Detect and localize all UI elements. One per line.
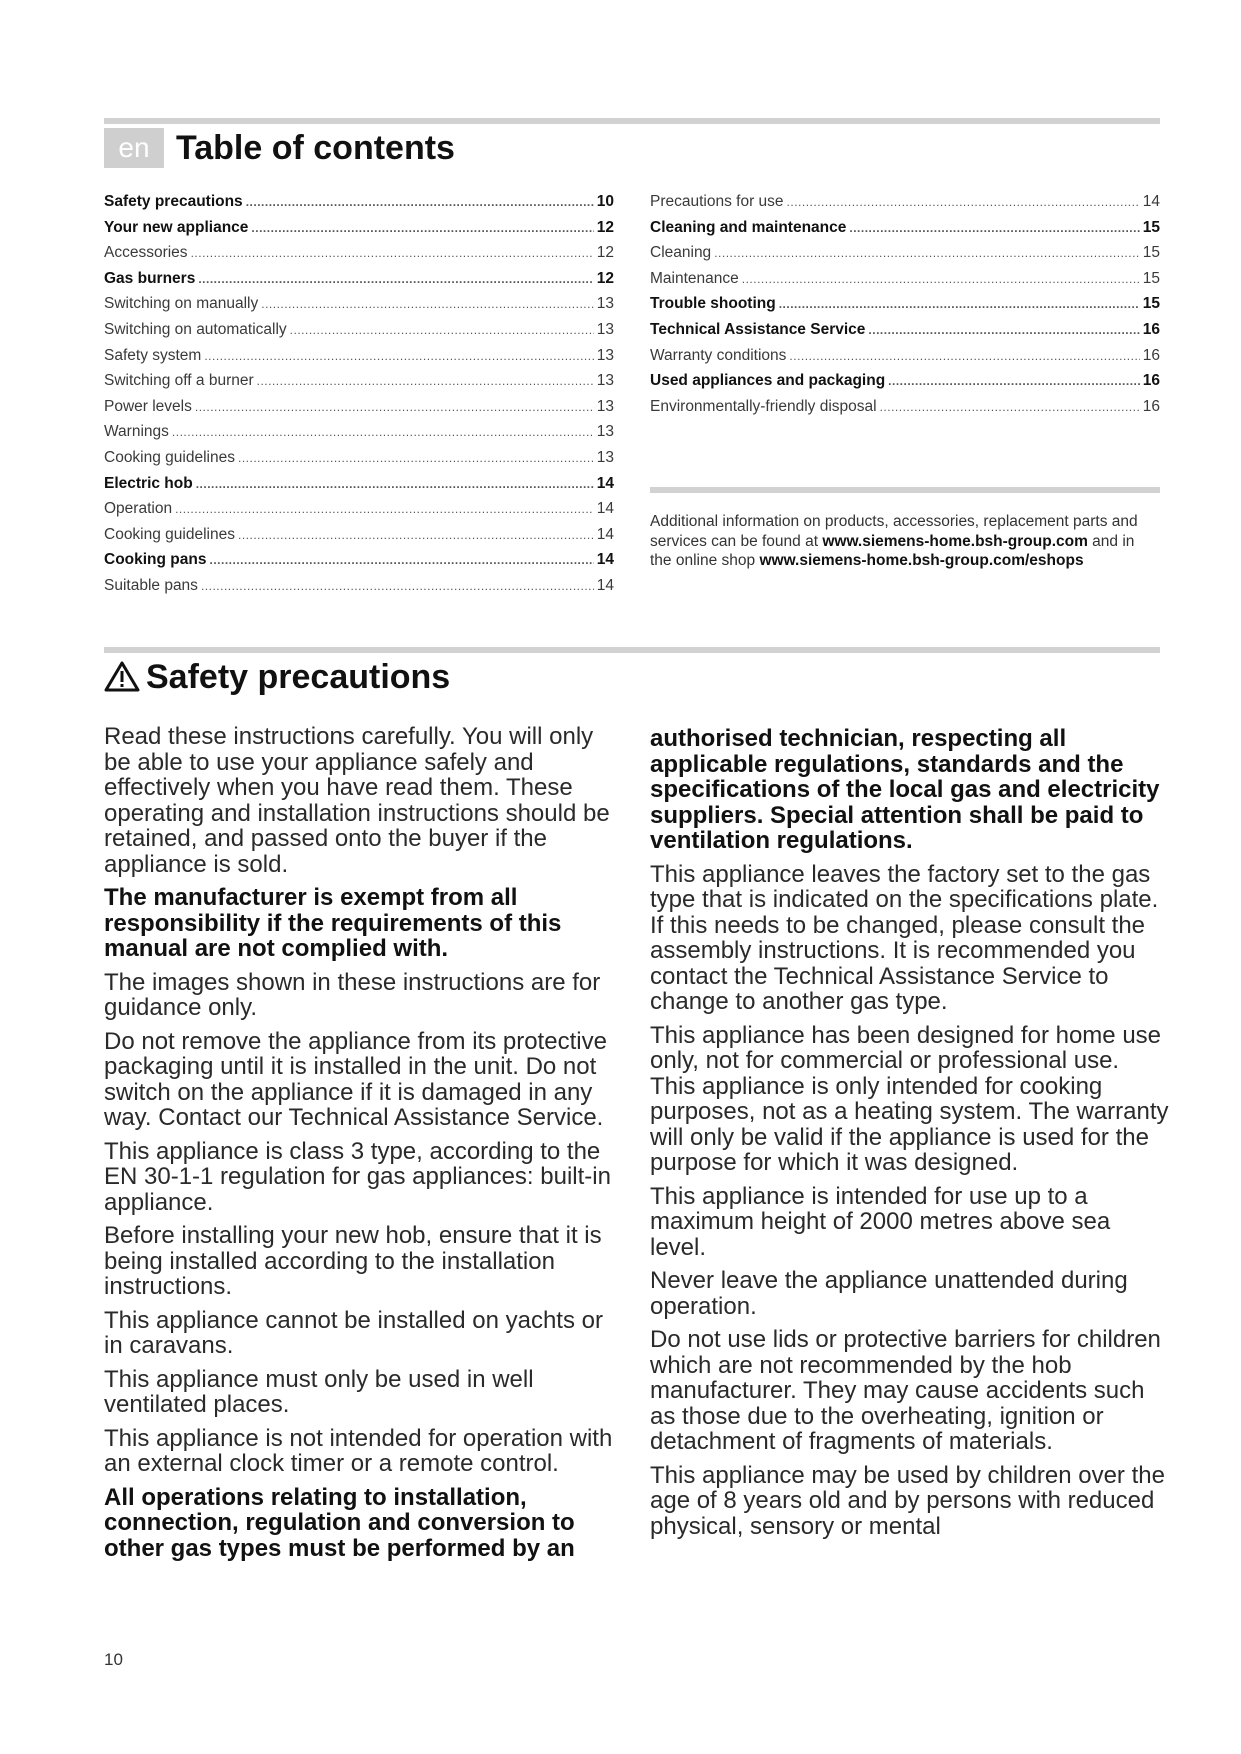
toc-entry-page: 16	[1142, 397, 1160, 415]
safety-paragraph: Read these instructions carefully. You will only be able to use your appliance safely and effectively when you have read them. These operating and installation instructions should be retained, and passed onto the buyer if the appliance is sold.	[104, 723, 610, 878]
toc-entry[interactable]	[104, 372, 614, 398]
toc-entry[interactable]	[650, 219, 1160, 245]
toc-entry[interactable]	[104, 551, 614, 577]
safety-heading	[104, 658, 450, 697]
toc-dot-leader	[868, 323, 1139, 337]
toc-entry-title: Safety system	[104, 346, 202, 364]
toc-entry-title: Electric hob	[104, 474, 193, 492]
toc-entry-page: 14	[596, 500, 614, 518]
toc-dot-leader	[238, 528, 594, 542]
safety-paragraph-bold: authorised technician, respecting all applicable regulations, standards and the specifications of the local gas and electricity suppliers. Special attention shall be paid to ventilation regulations.	[650, 725, 1160, 854]
toc-entry-page: 12	[596, 269, 614, 287]
toc-entry-page: 13	[596, 448, 614, 466]
toc-top-rule	[104, 118, 1160, 124]
toc-entry-title: Operation	[104, 500, 173, 518]
toc-entry[interactable]	[650, 347, 1160, 373]
safety-paragraph: Never leave the appliance unattended during operation.	[650, 1267, 1128, 1320]
toc-entry-title: Accessories	[104, 244, 188, 262]
safety-paragraph: Before installing your new hob, ensure that it is being installed according to the installation instructions.	[104, 1222, 602, 1300]
safety-paragraph: This appliance may be used by children over the age of 8 years old and by persons with reduced physical, sensory or mental	[650, 1461, 1165, 1540]
info-rule	[650, 487, 1160, 493]
safety-paragraph: This appliance is not intended for operation with an external clock timer or a remote control.	[104, 1424, 613, 1477]
toc-entry[interactable]	[104, 295, 614, 321]
toc-entry-title: Switching on automatically	[104, 320, 287, 338]
toc-dot-leader	[209, 553, 593, 567]
toc-dot-leader	[195, 400, 594, 414]
toc-entry-page: 13	[596, 397, 614, 415]
toc-entry[interactable]	[104, 526, 614, 552]
toc-dot-leader	[198, 272, 593, 286]
toc-entry[interactable]	[104, 500, 614, 526]
warning-triangle-icon	[104, 660, 140, 692]
toc-dot-leader	[175, 502, 594, 516]
safety-paragraph: This appliance has been designed for home use only, not for commercial or professional use. This appliance is only intended for cooking purposes, not as a heating system. The warranty will only be valid if the appliance is used for the purpose for which it was designed.	[650, 1021, 1169, 1176]
website-link[interactable]: www.siemens-home.bsh-group.com	[822, 532, 1088, 550]
toc-entry-page: 16	[1142, 346, 1160, 364]
toc-dot-leader	[257, 374, 594, 388]
toc-entry-page: 14	[596, 551, 614, 569]
toc-entry[interactable]	[104, 475, 614, 501]
toc-entry[interactable]	[104, 270, 614, 296]
toc-dot-leader	[888, 374, 1140, 388]
toc-entry[interactable]	[650, 372, 1160, 398]
toc-entry[interactable]	[650, 244, 1160, 270]
toc-dot-leader	[742, 272, 1140, 286]
toc-entry-title: Maintenance	[650, 269, 739, 287]
toc-dot-leader	[290, 323, 594, 337]
language-badge: en	[104, 128, 164, 168]
safety-title: Safety precautions	[146, 658, 451, 696]
info-text-2: and in the online shop	[650, 532, 1135, 569]
toc-entry[interactable]	[104, 449, 614, 475]
toc-entry-page: 15	[1142, 269, 1160, 287]
page-number: 10	[104, 1650, 123, 1669]
toc-entry[interactable]	[104, 193, 614, 219]
toc-dot-leader	[787, 195, 1140, 209]
toc-dot-leader	[714, 246, 1140, 260]
toc-entry[interactable]	[104, 577, 614, 603]
info-text-1: Additional information on products, accessories, replacement parts and services can be found at	[650, 513, 1138, 550]
toc-dot-leader	[261, 297, 594, 311]
safety-paragraph: This appliance is class 3 type, according to the EN 30-1-1 regulation for gas appliances: built-in appliance.	[104, 1137, 611, 1216]
toc-entry-title: Power levels	[104, 397, 192, 415]
toc-entry-page: 14	[596, 576, 614, 594]
toc-entry-page: 13	[596, 423, 614, 441]
toc-dot-leader	[191, 246, 594, 260]
toc-entry[interactable]	[104, 321, 614, 347]
toc-dot-leader	[172, 425, 594, 439]
safety-paragraph: The images shown in these instructions are for guidance only.	[104, 968, 601, 1021]
toc-dot-leader	[779, 297, 1140, 311]
safety-paragraph: This appliance is intended for use up to a maximum height of 2000 metres above sea level.	[650, 1182, 1111, 1261]
toc-entry-page: 12	[596, 218, 614, 236]
toc-entry-page: 16	[1142, 320, 1160, 338]
eshop-link[interactable]: www.siemens-home.bsh-group.com/eshops	[759, 552, 1084, 569]
toc-dot-leader	[201, 579, 594, 593]
toc-entry-title: Warnings	[104, 423, 169, 441]
toc-entry-page: 14	[596, 525, 614, 543]
toc-entry-page: 13	[596, 295, 614, 313]
toc-entry[interactable]	[650, 193, 1160, 219]
toc-entry-title: Cooking guidelines	[104, 525, 235, 543]
toc-entry-page: 14	[1142, 193, 1160, 210]
toc-entry-title: Precautions for use	[650, 193, 784, 210]
toc-entry-title: Technical Assistance Service	[650, 320, 866, 338]
toc-dot-leader	[880, 400, 1140, 414]
toc-entry-title: Switching off a burner	[104, 372, 254, 390]
toc-entry[interactable]	[650, 398, 1160, 424]
info-box	[650, 512, 1160, 571]
toc-dot-leader	[849, 221, 1139, 235]
toc-dot-leader	[251, 221, 593, 235]
toc-entry-page: 10	[596, 193, 614, 210]
toc-entry-title: Warranty conditions	[650, 346, 787, 364]
safety-right-column	[650, 726, 1170, 1547]
toc-entry-title: Cleaning	[650, 244, 712, 262]
toc-entry-title: Cooking guidelines	[104, 448, 235, 466]
toc-entry-title: Switching on manually	[104, 295, 259, 313]
toc-entry-title: Safety precautions	[104, 193, 243, 210]
toc-entry[interactable]	[104, 219, 614, 245]
toc-dot-leader	[789, 349, 1139, 363]
toc-entry-title: Used appliances and packaging	[650, 372, 886, 390]
toc-entry-page: 13	[596, 320, 614, 338]
toc-entry-page: 15	[1142, 244, 1160, 262]
toc-entry-page: 15	[1142, 218, 1160, 236]
toc-title: Table of contents	[176, 129, 455, 167]
safety-paragraph: Do not use lids or protective barriers for children which are not recommended by the hob manufacturer. They may cause accidents such as those due to the overheating, ignition or detachment of fragments of materials.	[650, 1326, 1161, 1455]
toc-dot-leader	[246, 195, 594, 209]
toc-entry-title: Trouble shooting	[650, 295, 776, 313]
toc-entry-title: Cleaning and maintenance	[650, 218, 847, 236]
toc-entry-page: 12	[596, 244, 614, 262]
safety-top-rule	[104, 647, 1160, 653]
toc-entry-title: Suitable pans	[104, 576, 198, 594]
toc-entry-page: 14	[596, 474, 614, 492]
safety-left-column	[104, 724, 624, 1569]
toc-right-column	[650, 193, 1160, 423]
safety-paragraph: This appliance leaves the factory set to the gas type that is indicated on the specifications plate. If this needs to be changed, please consult the assembly instructions. It is recommended you contact the Technical Assistance Service to change to another gas type.	[650, 860, 1159, 1015]
toc-entry[interactable]	[104, 347, 614, 373]
safety-paragraph: This appliance cannot be installed on yachts or in caravans.	[104, 1306, 603, 1359]
toc-entry-title: Cooking pans	[104, 551, 207, 569]
toc-dot-leader	[238, 451, 594, 465]
toc-entry-page: 16	[1142, 372, 1160, 390]
safety-paragraph: This appliance must only be used in well ventilated places.	[104, 1365, 534, 1418]
toc-entry-page: 13	[596, 346, 614, 364]
toc-dot-leader	[196, 477, 594, 491]
toc-entry-title: Environmentally-friendly disposal	[650, 397, 877, 415]
safety-paragraph-bold: All operations relating to installation, connection, regulation and conversion to other gas types must be performed by an	[104, 1483, 575, 1562]
toc-entry-page: 13	[596, 372, 614, 390]
toc-entry[interactable]	[104, 244, 614, 270]
toc-entry[interactable]	[104, 398, 614, 424]
safety-paragraph-bold: The manufacturer is exempt from all responsibility if the requirements of this manual are not complied with.	[104, 884, 562, 962]
toc-entry[interactable]	[104, 423, 614, 449]
toc-left-column	[104, 193, 614, 603]
toc-dot-leader	[204, 349, 593, 363]
toc-entry-title: Gas burners	[104, 269, 196, 287]
toc-entry-title: Your new appliance	[104, 218, 249, 236]
toc-entry[interactable]	[650, 270, 1160, 296]
toc-entry[interactable]	[650, 295, 1160, 321]
toc-entry[interactable]	[650, 321, 1160, 347]
safety-paragraph: Do not remove the appliance from its protective packaging until it is installed in the unit. Do not switch on the appliance if it is damaged in any way. Contact our Technical Assistance Service.	[104, 1027, 607, 1131]
toc-entry-page: 15	[1142, 295, 1160, 313]
